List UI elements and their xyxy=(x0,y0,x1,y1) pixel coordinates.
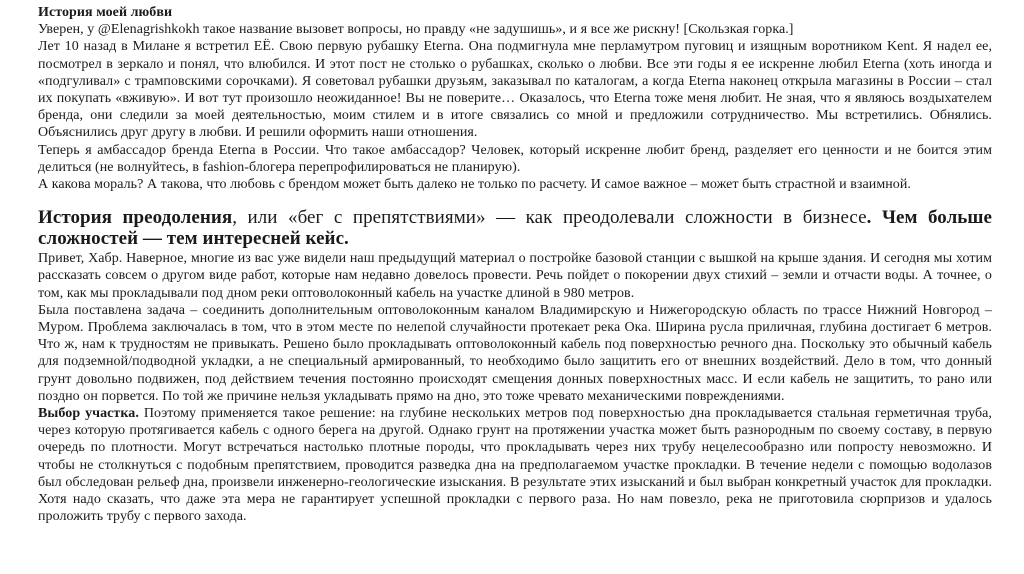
overcoming-story-heading xyxy=(38,207,992,249)
overcoming-story-section xyxy=(38,207,992,525)
overcoming-paragraph-1: Привет, Хабр. Наверное, многие из вас уже видели наш предыдущий материал о постройке базовой станции с вышкой на крыше здания. И сегодня мы хотим рассказать совсем о другом виде работ, которые нам недавно довелось провести. Речь пойдет о покорении двух стихий – земли и отчасти воды. А точнее, о том, как мы прокладывали под дном реки оптоволоконный кабель на участке длиной в 980 метров. xyxy=(38,251,992,301)
site-selection-lead: Выбор участка. xyxy=(38,406,139,422)
heading-bold-part-2: . Чем больше сложностей — тем интересней кейс. xyxy=(38,207,992,250)
heading-regular-part: , или «бег с препятствиями» — как преодолевали сложности в бизнесе xyxy=(232,207,867,229)
love-story-paragraph-4: А какова мораль? А такова, что любовь с брендом может быть далеко не только по расчету. И самое важное – может быть страстной и взаимной. xyxy=(38,177,911,193)
love-story-paragraph-3: Теперь я амбассадор бренда Eterna в России. Что такое амбассадор? Человек, который искренне любит бренд, разделяет его ценности и не боится этим делиться (не волнуйтесь, в fashion-блогера перепрофилироваться не планирую). xyxy=(38,142,992,175)
heading-bold-part-1: История преодоления xyxy=(38,207,233,229)
site-selection-text: Поэтому применяется такое решение: на глубине нескольких метров под поверхностью дна прокладывается стальная герметичная труба, через которую протягивается кабель с одного берега на другой. Однако грунт на протяжении участка может быть разнородным по своему составу, в первую очередь по плотности. Могут встречаться настолько плотные породы, что прокладывать через них трубу нецелесообразно или попросту невозможно. И чтобы не столкнуться с подобным препятствием, проводится разведка дна на предполагаемом участке прокладки. В течение недели с помощью водолазов был обследован рельеф дна, произвели инженерно-геологические изыскания. В результате этих изысканий и был выбран конкретный участок для прокладки. Хотя надо сказать, что даже эта мера не гарантирует успешной прокладки с первого раза. Но нам повезло, река не приготовила сюрпризов и удалось проложить трубу с первого захода. xyxy=(38,406,992,525)
love-story-title: История моей любви xyxy=(38,5,173,20)
love-story-section xyxy=(38,4,992,193)
love-story-paragraph-2: Лет 10 назад в Милане я встретил ЕЁ. Свою первую рубашку Eterna. Она подмигнула мне перламутром пуговиц и изящным воротником Kent. Я надел ее, посмотрел в зеркало и понял, что влюбился. И этот пост не столько о рубашках, сколько о любви. Все эти годы я ее искренне любил Eterna (хоть иногда и «подгуливал» с трамповскими сорочками). Я советовал рубашки друзьям, заказывал по каталогам, а когда Eterna наконец открыла магазины в России – стал их покупать «вживую». И вот тут произошло неожиданное! Вы не поверите… Оказалось, что Eterna тоже меня любит. Не зная, что я являюсь воздыхателем бренда, они следили за моей деятельностью, моим стилем и в итоге связались со мной и предложили сотрудничество. Мы встретились. Обнялись. Объяснились друг другу в любви. И решили оформить наши отношения. xyxy=(38,39,992,141)
overcoming-paragraph-2: Была поставлена задача – соединить дополнительным оптоволоконным каналом Владимирскую и Нижегородскую область по трассе Нижний Новгород – Муром. Проблема заключалась в том, что в этом месте по нелепой случайности протекает река Ока. Ширина русла приличная, глубина достигает 6 метров. Что ж, нам к трудностям не привыкать. Решено было прокладывать оптоволоконный кабель под поверхностью речного дна. Поскольку это обычный кабель для подземной/подводной укладки, а не специальный армированный, то необходимо было защитить его от внешних воздействий. Дело в том, что донный грунт довольно подвижен, под действием течения постоянно происходят смещения донных поверхностных масс. И если кабель не защитить, то рано или поздно он порвется. По той же причине нельзя укладывать прямо на дно, это тоже чревато механическими повреждениями. xyxy=(38,302,992,404)
love-story-paragraph-1: Уверен, у @Elenagrishkokh такое название вызовет вопросы, но правду «не задушишь», и я все же рискну! [Скользкая горка.] xyxy=(38,22,794,38)
document-page xyxy=(38,4,992,525)
overcoming-paragraph-3 xyxy=(38,405,992,525)
